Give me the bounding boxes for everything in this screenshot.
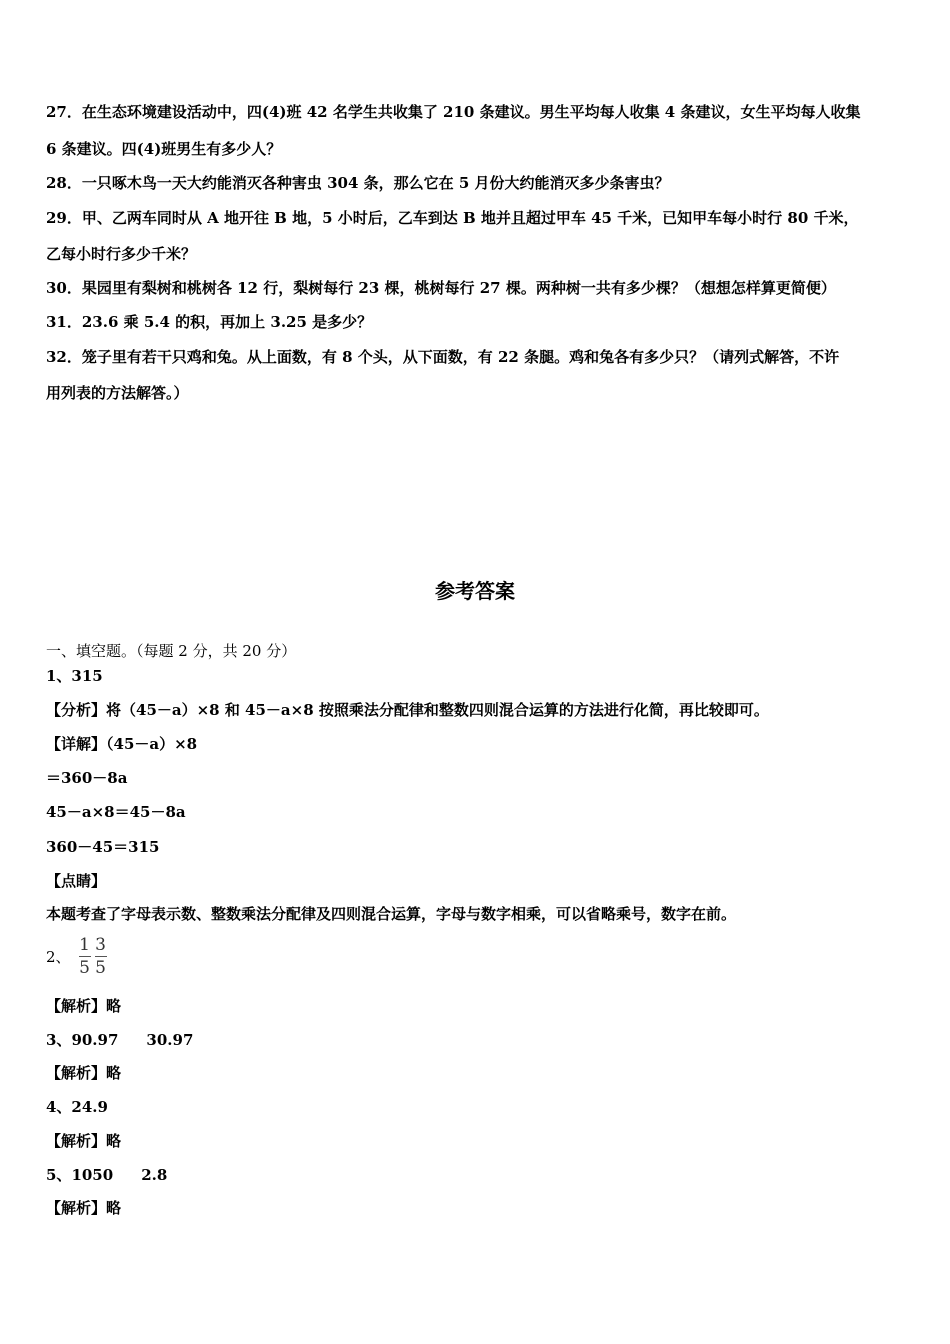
answer-4: 4、24.9 xyxy=(46,1098,108,1116)
answer-5-value-2: 2.8 xyxy=(141,1166,168,1184)
answer-1: 1、315 xyxy=(46,667,103,685)
answer-3-value-2: 30.97 xyxy=(146,1031,194,1049)
answer-5-value-1: 1050 xyxy=(71,1166,114,1184)
answer-2-note: 【解析】略 xyxy=(46,997,122,1015)
answer-5-note: 【解析】略 xyxy=(46,1199,122,1217)
question-28: 28．一只啄木鸟一天大约能消灭各种害虫 304 条，那么它在 5 月份大约能消灭多少条害虫？ xyxy=(46,174,670,192)
answer-5 xyxy=(46,1165,167,1185)
answer-1-step-2: 45－a×8＝45－8a xyxy=(46,803,186,821)
answer-4-note: 【解析】略 xyxy=(46,1132,122,1150)
answer-1-analysis: 【分析】将（45－a）×8 和 45－a×8 按照乘法分配律和整数四则混合运算的方法进行化简，再比较即可。 xyxy=(46,701,769,719)
fraction-bar xyxy=(95,956,107,957)
answer-2 xyxy=(46,932,107,980)
answer-3-value-1: 90.97 xyxy=(71,1031,119,1049)
answer-3 xyxy=(46,1030,193,1050)
fraction-1-numerator: 1 xyxy=(79,934,90,955)
question-32-line-2: 用列表的方法解答。） xyxy=(46,384,189,402)
fraction-bar xyxy=(79,956,91,957)
answer-2-fraction-1 xyxy=(79,935,91,978)
answers-title: 参考答案 xyxy=(435,579,515,603)
question-30: 30．果园里有梨树和桃树各 12 行，梨树每行 23 棵，桃树每行 27 棵。两种树一共有多少棵？（想想怎样算更简便） xyxy=(46,279,836,297)
question-29-line-2: 乙每小时行多少千米？ xyxy=(46,245,197,263)
question-31: 31．23.6 乘 5.4 的积，再加上 3.25 是多少？ xyxy=(46,313,373,331)
fraction-1-denominator: 5 xyxy=(79,957,90,978)
fraction-2-numerator: 3 xyxy=(95,934,106,955)
answer-2-prefix: 2、 xyxy=(46,947,71,966)
fraction-2-denominator: 5 xyxy=(95,957,106,978)
section-1-header: 一、填空题。（每题 2 分，共 20 分） xyxy=(46,642,297,660)
question-27-line-1: 27．在生态环境建设活动中，四(4)班 42 名学生共收集了 210 条建议。男生平均每人收集 4 条建议，女生平均每人收集 xyxy=(46,103,861,121)
answer-1-comment: 本题考查了字母表示数、整数乘法分配律及四则混合运算，字母与数字相乘，可以省略乘号，数字在前。 xyxy=(46,905,737,923)
answer-2-fraction-2 xyxy=(95,935,107,978)
answer-1-step-3: 360－45＝315 xyxy=(46,838,160,856)
answer-3-prefix: 3、 xyxy=(46,1031,72,1049)
question-27-line-2: 6 条建议。四(4)班男生有多少人？ xyxy=(46,140,282,158)
answer-1-comment-label: 【点睛】 xyxy=(46,872,107,890)
answer-1-detail: 【详解】（45－a）×8 xyxy=(46,735,198,753)
answer-1-step-1: ＝360－8a xyxy=(46,769,128,787)
question-29-line-1: 29．甲、乙两车同时从 A 地开往 B 地，5 小时后，乙车到达 B 地并且超过甲车 45 千米，已知甲车每小时行 80 千米， xyxy=(46,209,859,227)
answer-3-note: 【解析】略 xyxy=(46,1064,122,1082)
question-32-line-1: 32．笼子里有若干只鸡和兔。从上面数，有 8 个头，从下面数，有 22 条腿。鸡和兔各有多少只？（请列式解答，不许 xyxy=(46,348,840,366)
answer-5-prefix: 5、 xyxy=(46,1166,72,1184)
